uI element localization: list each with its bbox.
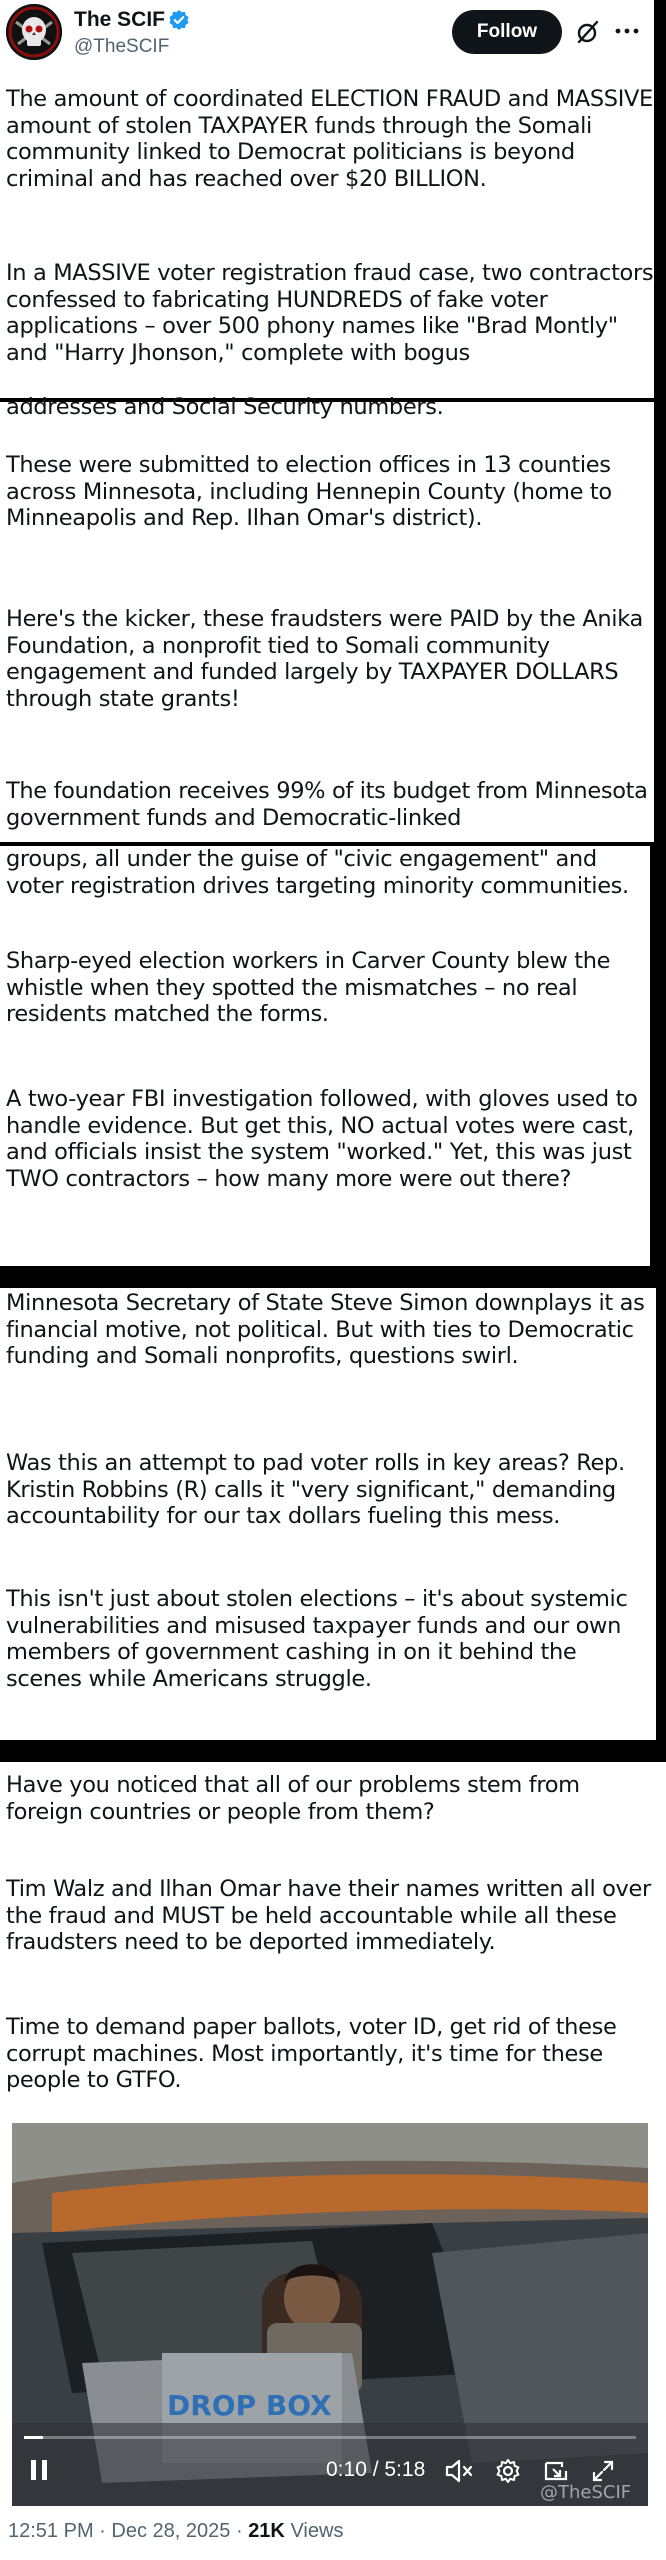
post-paragraph: A two-year FBI investigation followed, with gloves used to handle evidence. But get this, NO actual votes were cast, and officials insist the system "worked." Yet, this was just TWO contractors – how many more were out there? (6, 1086, 645, 1192)
author-name[interactable]: The SCIF (74, 8, 166, 31)
post-panel-3 (0, 846, 650, 1266)
grok-icon[interactable] (576, 19, 600, 45)
pause-icon[interactable] (28, 2458, 50, 2482)
post-panel-1 (0, 0, 661, 398)
drop-box-text: DROP BOX (167, 2389, 332, 2422)
post-paragraph: Here's the kicker, these fraudsters were PAID by the Anika Foundation, a nonprofit tied to Somali community engagement and funded largely by TAXPAYER DOLLARS through state grants! (6, 606, 650, 712)
post-paragraph: Tim Walz and Ilhan Omar have their names written all over the fraud and MUST be held accountable while all these fraudsters need to be deported immediately. (6, 1876, 658, 1955)
video-time: 0:10 / 5:18 (326, 2458, 426, 2481)
post-paragraph: addresses and Social Security numbers. (6, 394, 444, 420)
video-progress-bar[interactable] (24, 2436, 636, 2439)
post-paragraph: Sharp-eyed election workers in Carver County blew the whistle when they spotted the mismatches – no real residents matched the forms. (6, 948, 617, 1027)
post-paragraph: This isn't just about stolen elections – it's about systemic vulnerabilities and misused taxpayer funds and our own members of government cashing in on it behind the scenes while Americans struggle. (6, 1586, 635, 1692)
fullscreen-icon[interactable] (590, 2458, 616, 2484)
more-icon[interactable] (614, 24, 640, 38)
post-paragraph: These were submitted to election offices in 13 counties across Minnesota, including Hennepin County (home to Minneapolis and Rep. Ilhan Omar's district). (6, 452, 619, 531)
video-watermark: @TheSCIF (540, 2482, 632, 2503)
views-label: Views (290, 2520, 344, 2542)
skull-avatar-icon (6, 4, 62, 60)
views-count: 21K (248, 2520, 285, 2542)
video-progress-fill (24, 2436, 43, 2439)
volume-muted-icon[interactable] (444, 2458, 474, 2484)
post-date[interactable]: Dec 28, 2025 (111, 2520, 231, 2542)
post-paragraph: In a MASSIVE voter registration fraud case, two contractors confessed to fabricating HUNDREDS of fake voter applications – over 500 phony names like "Brad Montly" and "Harry Jhonson," complete with bogus (6, 260, 661, 366)
meta-separator: · (235, 2520, 243, 2542)
avatar[interactable] (6, 4, 62, 60)
post-paragraph: Time to demand paper ballots, voter ID, get rid of these corrupt machines. Most importantly, it's time for these people to GTFO. (6, 2014, 624, 2093)
post-paragraph: The amount of coordinated ELECTION FRAUD and MASSIVE amount of stolen TAXPAYER funds through the Somali community linked to Democrat politicians is beyond criminal and has reached over $20 BILLION. (6, 86, 660, 192)
author-handle[interactable]: @TheSCIF (74, 36, 170, 57)
video-player[interactable] (12, 2123, 648, 2506)
post-meta (8, 2520, 343, 2543)
post-panel-2 (0, 394, 655, 842)
post-panel-4 (0, 1288, 656, 1740)
post-paragraph: Minnesota Secretary of State Steve Simon downplays it as financial motive, not political. But with ties to Democratic funding and Somali nonprofits, questions swirl. (6, 1290, 652, 1369)
video-controls (12, 2406, 648, 2506)
meta-separator: · (99, 2520, 106, 2542)
post-time[interactable]: 12:51 PM (8, 2520, 94, 2542)
verified-badge-icon (168, 9, 190, 31)
settings-gear-icon[interactable] (494, 2457, 522, 2485)
follow-button[interactable]: Follow (452, 10, 562, 54)
minimize-icon[interactable] (542, 2458, 570, 2484)
post-paragraph: groups, all under the guise of "civic engagement" and voter registration drives targeting minority communities. (6, 846, 629, 899)
post-paragraph: Have you noticed that all of our problems stem from foreign countries or people from them? (6, 1772, 587, 1825)
post-paragraph: The foundation receives 99% of its budget from Minnesota government funds and Democratic-linked (6, 778, 655, 831)
post-paragraph: Was this an attempt to pad voter rolls in key areas? Rep. Kristin Robbins (R) calls it "very significant," demanding accountability for our tax dollars fueling this mess. (6, 1450, 632, 1529)
